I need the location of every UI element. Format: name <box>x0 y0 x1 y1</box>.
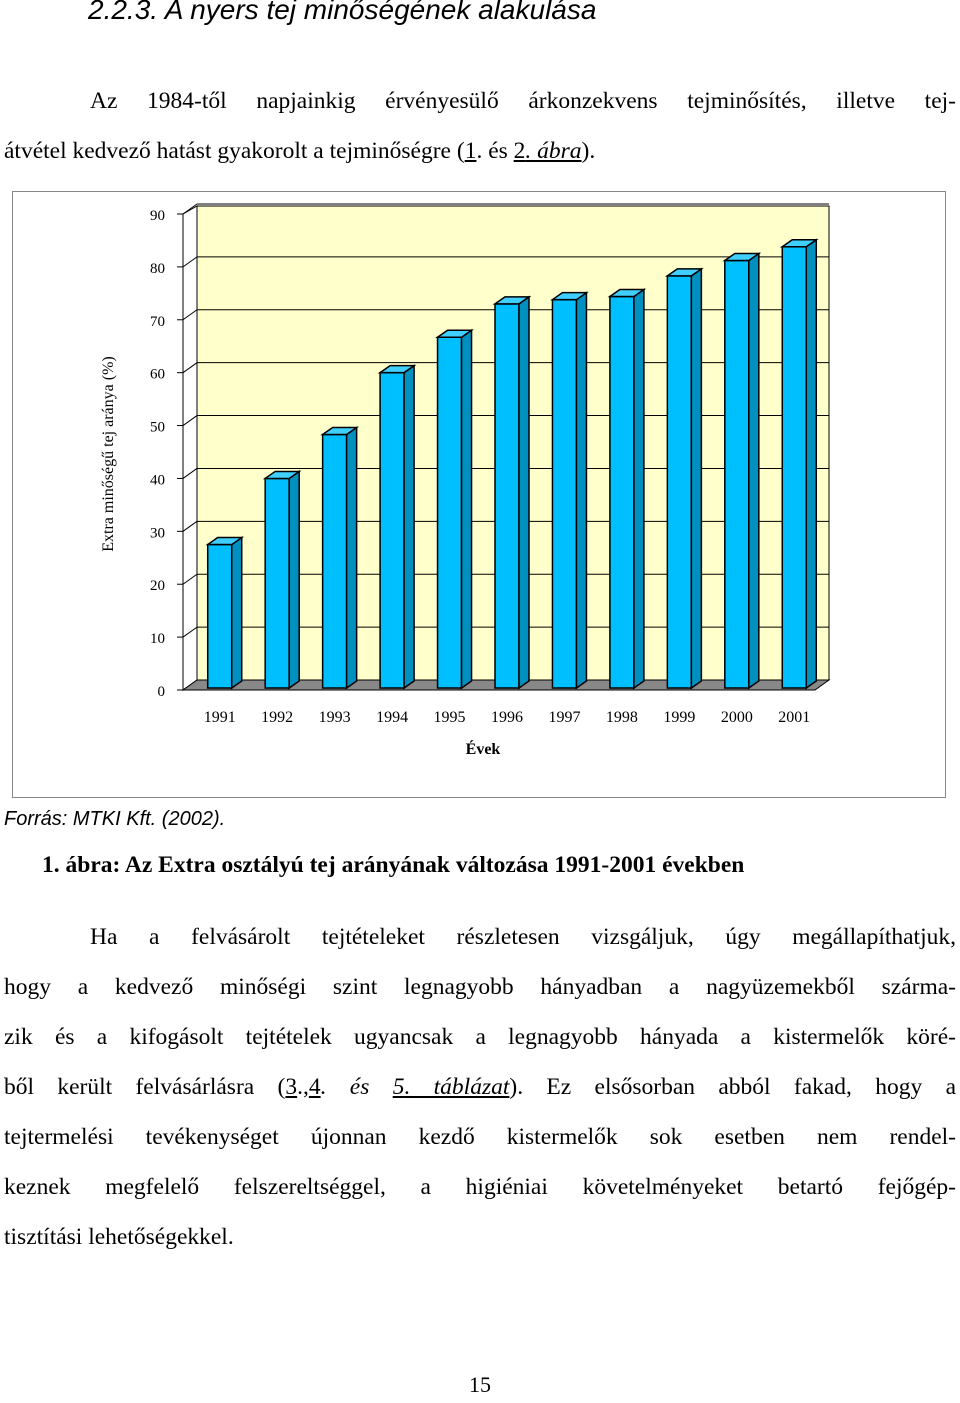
figure-ref-2-word[interactable]: . ábra <box>525 138 582 164</box>
intro-text-end: ). <box>581 138 596 164</box>
x-tick-label: 2000 <box>720 709 753 726</box>
bar-front <box>323 435 347 688</box>
intro-line-2 <box>4 126 956 176</box>
x-tick-label: 1994 <box>376 709 409 726</box>
figure-caption: 1. ábra: Az Extra osztályú tej arányának változása 1991-2001 években <box>42 852 745 878</box>
bar-chart <box>13 192 947 799</box>
y-tick-label: 0 <box>157 684 165 700</box>
bar-side <box>404 366 414 688</box>
chart-side-wall <box>183 206 197 690</box>
x-tick-label: 1992 <box>261 709 294 726</box>
x-tick-label: 1998 <box>605 709 638 726</box>
x-tick-label: 1997 <box>548 709 581 726</box>
body-es: . és <box>320 1074 393 1100</box>
bar-front <box>725 261 749 688</box>
table-ref-4[interactable]: 4 <box>308 1074 321 1100</box>
bar-front <box>667 276 691 688</box>
section-heading: 2.2.3. A nyers tej minőségének alakulása <box>88 0 597 25</box>
body-line-3: zik és a kifogásolt tejtételek ugyancsak a legnagyobb hányada a kistermelők köré- <box>4 1024 956 1050</box>
body-line-6: keznek megfelelő felszereltséggel, a higiéniai követelményeket betartó fejőgép- <box>4 1174 956 1200</box>
bar-side <box>806 240 816 688</box>
x-tick-label: 2001 <box>778 709 811 726</box>
body-line-4 <box>4 1062 956 1112</box>
bar-side <box>749 254 759 688</box>
y-tick-label: 60 <box>150 366 165 383</box>
intro-line-1: Az 1984-től napjainkig érvényesülő árkonzekvens tejminősítés, illetve tej- <box>90 88 956 114</box>
table-ref-5[interactable]: 5 <box>392 1074 405 1100</box>
bar-front <box>495 304 519 688</box>
x-tick-label: 1991 <box>203 709 236 726</box>
figure-ref-2[interactable]: 2 <box>513 138 526 164</box>
bar-side <box>347 428 357 688</box>
bar-side <box>576 293 586 688</box>
bar-front <box>610 297 634 688</box>
body-sep: ., <box>297 1074 309 1100</box>
x-tick-label: 1999 <box>663 709 696 726</box>
body-text-end: ). Ez elsősorban abból fakad, hogy a <box>509 1074 956 1100</box>
x-tick-label: 1996 <box>491 709 523 726</box>
y-tick-label: 30 <box>150 525 165 542</box>
y-tick-label: 90 <box>150 208 165 224</box>
y-tick-label: 50 <box>150 419 165 436</box>
bar-front <box>380 373 404 688</box>
body-text: ből került felvásárlásra ( <box>4 1074 286 1100</box>
intro-text-mid: . és <box>476 138 514 164</box>
body-line-2: hogy a kedvező minőségi szint legnagyobb hányadban a nagyüzemekből szárma- <box>4 974 956 1000</box>
page-number: 15 <box>469 1372 491 1397</box>
table-ref-3[interactable]: 3 <box>285 1074 298 1100</box>
intro-paragraph <box>4 76 956 176</box>
bar-side <box>232 538 242 688</box>
intro-text: átvétel kedvező hatást gyakorolt a tejminőségre ( <box>4 138 465 164</box>
bar-side <box>289 471 299 688</box>
y-tick-label: 10 <box>150 631 165 648</box>
chart-source: Forrás: MTKI Kft. (2002). <box>4 808 226 830</box>
y-tick-label: 40 <box>150 472 165 489</box>
figure-ref-1[interactable]: 1 <box>464 138 477 164</box>
bar-side <box>462 330 472 688</box>
bar-front <box>782 247 806 688</box>
body-line-7: tisztítási lehetőségekkel. <box>4 1224 234 1250</box>
y-tick-label: 80 <box>150 260 165 277</box>
bar-side <box>519 297 529 688</box>
table-ref-word[interactable]: . táblázat <box>404 1074 510 1100</box>
y-tick-label: 70 <box>150 313 165 330</box>
bar-front <box>552 300 576 688</box>
bar-front <box>438 337 462 688</box>
bar-chart-frame <box>12 191 946 798</box>
body-line-1: Ha a felvásárolt tejtételeket részletesen vizsgáljuk, úgy megállapíthatjuk, <box>90 924 956 950</box>
bar-front <box>208 545 232 688</box>
body-line-5: tejtermelési tevékenységet újonnan kezdő kistermelők sok esetben nem rendel- <box>4 1124 956 1150</box>
bar-side <box>691 269 701 688</box>
body-paragraph <box>4 912 956 1262</box>
y-axis-title: Extra minőségű tej aránya (%) <box>100 356 117 552</box>
x-axis-title: Évek <box>465 741 501 758</box>
bar-front <box>265 478 289 688</box>
bar-side <box>634 290 644 688</box>
y-tick-label: 20 <box>150 578 165 595</box>
x-tick-label: 1993 <box>318 709 351 726</box>
x-tick-label: 1995 <box>433 709 466 726</box>
